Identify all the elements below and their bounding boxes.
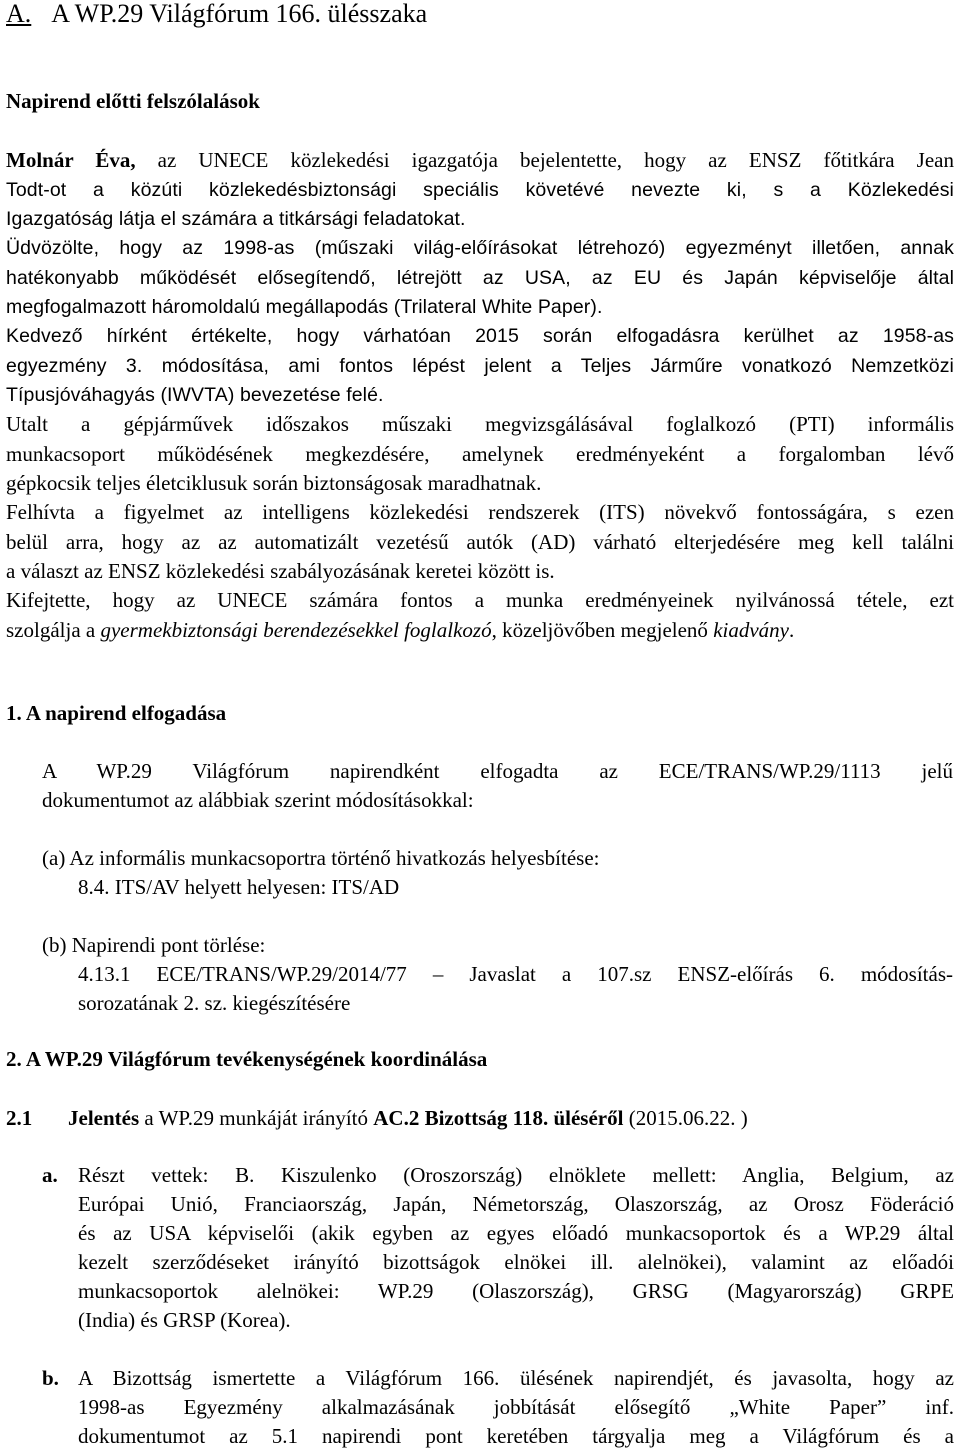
p5-line-1: Felhívta a figyelmet az intelligens közlekedési rendszerek (ITS) növekvő fontosságára, s ezen [6, 500, 954, 524]
s2-item-b-line-2: 1998-as Egyezmény alkalmazásának jobbítását elősegítő „White Paper” inf. [78, 1395, 954, 1419]
s1-line-1: A WP.29 Világfórum napirendként elfogadta az ECE/TRANS/WP.29/1113 jelű [42, 759, 953, 783]
s2-item-b-label: b. [42, 1366, 59, 1390]
p3-line-3: Típusjóváhagyás (IWVTA) bevezetése felé. [6, 384, 384, 406]
s2-1-heading: 2.1 Jelentés a WP.29 munkáját irányító AC.2 Bizottság 118. üléséről (2015.06.22. ) [6, 1104, 748, 1133]
s1-item-a: (a) Az informális munkacsoportra történő hivatkozás helyesbítése: [42, 846, 600, 870]
p6-line-2: szolgálja a gyermekbiztonsági berendezésekkel foglalkozó, közeljövőben megjelenő kiadvány. [6, 618, 795, 642]
section-1-heading: 1. A napirend elfogadása [6, 701, 227, 725]
p3-line-2: egyezmény 3. módosítása, ami fontos lépést jelent a Teljes Járműre vonatkozó Nemzetközi [6, 355, 954, 377]
p4-line-1: Utalt a gépjárművek időszakos műszaki megvizsgálásával foglalkozó (PTI) informális [6, 412, 954, 436]
s1-item-b: (b) Napirendi pont törlése: [42, 933, 266, 957]
page-title [6, 0, 427, 28]
s1-item-b-detail-1: 4.13.1 ECE/TRANS/WP.29/2014/77 – Javaslat a 107.sz ENSZ-előírás 6. módosítás- [78, 962, 953, 986]
s1-item-a-detail: 8.4. ITS/AV helyett helyesen: ITS/AD [78, 875, 400, 899]
p1-line-1: Molnár Éva, az UNECE közlekedési igazgatója bejelentette, hogy az ENSZ főtitkára Jean [6, 148, 954, 172]
intro-heading: Napirend előtti felszólalások [6, 89, 260, 113]
p3-line-1: Kedvező hírként értékelte, hogy várhatóan 2015 során elfogadásra kerülhet az 1958-as [6, 325, 954, 347]
p6-line-1: Kifejtette, hogy az UNECE számára fontos a munka eredményeinek nyilvánossá tétele, ezt [6, 588, 954, 612]
p1-line-3: Igazgatóság látja el számára a titkársági feladatokat. [6, 208, 466, 230]
s2-item-a-line-6: (India) és GRSP (Korea). [78, 1308, 291, 1332]
s2-item-a-line-5: munkacsoportok alelnökei: WP.29 (Olaszország), GRSG (Magyarország) GRPE [78, 1279, 954, 1303]
s2-item-a-label: a. [42, 1163, 58, 1187]
s1-line-2: dokumentumot az alábbiak szerint módosításokkal: [42, 788, 474, 812]
p1-line-2: Todt-ot a közúti közlekedésbiztonsági speciális követévé nevezte ki, s a Közlekedési [6, 179, 954, 201]
p2-line-1: Üdvözölte, hogy az 1998-as (műszaki világ-előírásokat létrehozó) egyezményt illetően, annak [6, 237, 954, 259]
s2-item-b-line-3: dokumentumot az 5.1 napirendi pont keretében tárgyalja meg a Világfórum és a [78, 1424, 954, 1448]
s2-item-a-line-4: kezelt szerződéseket irányító bizottságok elnökei ill. alelnökei), valamint az előadói [78, 1250, 954, 1274]
s2-1-number: 2.1 [6, 1106, 33, 1130]
s2-item-a-line-3: és az USA képviselői (akik egyben az egyes előadó munkacsoportok és a WP.29 által [78, 1221, 954, 1245]
p5-line-3: a választ az ENSZ közlekedési szabályozásának keretei között is. [6, 559, 555, 583]
p5-line-2: belül arra, hogy az az automatizált vezetésű autók (AD) várható elterjedésére meg kell találni [6, 530, 954, 554]
s2-item-b-line-1: A Bizottság ismertette a Világfórum 166. ülésének napirendjét, és javasolta, hogy az [78, 1366, 954, 1390]
s2-item-a-line-2: Európai Unió, Franciaország, Japán, Németország, Olaszország, az Orosz Föderáció [78, 1192, 954, 1216]
p2-line-3: megfogalmazott háromoldalú megállapodás (Trilateral White Paper). [6, 296, 603, 318]
title-text: A WP.29 Világfórum 166. ülésszaka [51, 0, 428, 28]
p4-line-2: munkacsoport működésének megkezdésére, amelynek eredményeként a forgalomban lévő [6, 442, 954, 466]
s1-item-b-detail-2: sorozatának 2. sz. kiegészítésére [78, 991, 351, 1015]
emphasis-publication: kiadvány [713, 618, 789, 642]
s2-item-a-line-1: Részt vettek: B. Kiszulenko (Oroszország) elnöklete mellett: Anglia, Belgium, az [78, 1163, 954, 1187]
emphasis-publication-topic: gyermekbiztonsági berendezésekkel foglalkozó [100, 618, 492, 642]
speaker-name: Molnár Éva, [6, 148, 136, 172]
p2-line-2: hatékonyabb működését elősegítendő, létrejött az USA, az EU és Japán képviselője által [6, 267, 954, 289]
title-number: A. [6, 0, 32, 28]
section-2-heading: 2. A WP.29 Világfórum tevékenységének koordinálása [6, 1047, 488, 1071]
p4-line-3: gépkocsik teljes életciklusuk során biztonságosak maradhatnak. [6, 471, 542, 495]
